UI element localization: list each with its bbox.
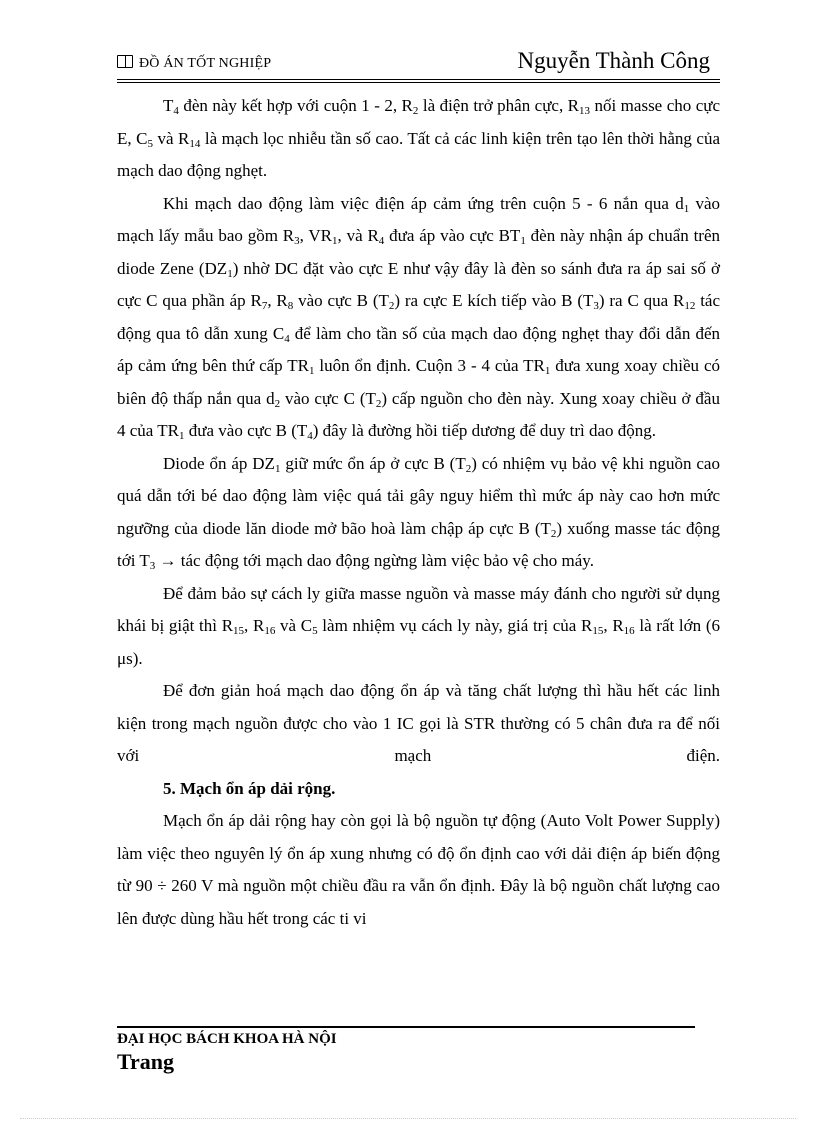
paragraph-2: Khi mạch dao động làm việc điện áp cảm ứng trên cuộn 5 - 6 nắn qua $d_1$ vào mạch lấy mẫu bao gồm $R_3$, $VR_1$, và $R_4$ đưa áp vào cực $BT_1$ đèn này nhận áp chuẩn trên diode Zene $(DZ_1)$ nhờ DC đặt vào cực E như vậy đây là đèn so sánh đưa ra áp sai số ở cực C qua phần áp $R_7$, $R_8$ vào cực B $(T_2)$ ra cực E kích tiếp vào B $(T_3)$ ra C qua $R_{12}$ tác động qua tô dẫn xung $C_4$ để làm cho tần số của mạch dao động nghẹt thay đổi dẫn đến áp cảm ứng bên thứ cấp $TR_1$ luôn ổn định. Cuộn 3 - 4 của $TR_1$ đưa xung xoay chiều có biên độ thấp nắn qua $d_2$ vào cực C $(T_2)$ cấp nguồn cho đèn này. Xung xoay chiều ở đầu 4 của $TR_1$ đưa vào cực B $(T_4)$ đây là đường hồi tiếp dương để duy trì dao động. xyxy=(117,193,721,442)
document-body xyxy=(117,90,720,935)
subscript: 16 xyxy=(264,625,276,637)
header-author: Nguyễn Thành Công xyxy=(517,48,710,73)
subscript: 4 xyxy=(307,430,313,442)
subscript: 15 xyxy=(592,625,604,637)
subscript: 13 xyxy=(579,105,591,117)
subscript: 2 xyxy=(274,397,281,410)
subscript: 8 xyxy=(287,300,294,312)
subscript: 1 xyxy=(544,365,551,377)
subscript: 3 xyxy=(149,560,156,572)
subscript: 1 xyxy=(332,235,338,247)
header-left xyxy=(117,55,271,72)
subscript: 3 xyxy=(294,235,300,247)
footer-rule xyxy=(117,1026,695,1028)
subscript: 14 xyxy=(189,137,201,150)
subscript: 15 xyxy=(233,625,245,637)
paragraph-5: Để đơn giản hoá mạch dao động ổn áp và tăng chất lượng thì hầu hết các linh kiện trong mạch nguồn được cho vào 1 IC gọi là STR thường có 5 chân đưa ra để nối với mạch điện. xyxy=(117,681,720,765)
subscript: 1 xyxy=(520,235,526,247)
page-edge-dots xyxy=(20,1118,796,1119)
paragraph-6: Mạch ổn áp dải rộng hay còn gọi là bộ nguồn tự động (Auto Volt Power Supply) làm việc theo nguyên lý ổn áp xung nhưng có độ ổn định cao với dải điện áp biến động từ 90 ÷ 260 V mà nguồn một chiều đầu ra vẫn ổn định. Đây là bộ nguồn chất lượng cao lên được dùng hầu hết trong các ti vi xyxy=(117,811,720,928)
subscript: 1 xyxy=(179,430,185,442)
subscript: 2 xyxy=(388,300,395,312)
subscript: 5 xyxy=(147,137,153,150)
header-rule xyxy=(117,79,720,83)
subscript: 4 xyxy=(284,332,290,345)
subscript: 5 xyxy=(312,625,318,637)
subscript: 12 xyxy=(684,300,696,312)
subscript: 3 xyxy=(593,300,599,312)
subscript: 1 xyxy=(274,462,281,475)
subscript: 2 xyxy=(465,462,472,475)
footer-page-label: Trang xyxy=(117,1049,175,1074)
subscript: 1 xyxy=(683,202,690,215)
subscript: 1 xyxy=(308,365,315,377)
header-doc-type: ĐỒ ÁN TỐT NGHIỆP xyxy=(139,56,272,71)
paragraph-4: Để đảm bảo sự cách ly giữa masse nguồn và masse máy đánh cho người sử dụng khái bị giật thì $R_{15}$, $R_{16}$ và $C_5$ làm nhiệm vụ cách ly này, giá trị của $R_{15}$, $R_{16}$ là rất lớn (6 μs). xyxy=(117,583,720,668)
subscript: 4 xyxy=(173,105,179,117)
subscript: 2 xyxy=(550,527,557,540)
book-icon xyxy=(117,55,133,68)
paragraph-1: $T_4$ đèn này kết hợp với cuộn 1 - 2, $R_2$ là điện trở phân cực, $R_{13}$ nối masse cho cực E, $C_5$ và $R_{14}$ là mạch lọc nhiễu tần số cao. Tất cả các linh kiện trên tạo lên thời hằng của mạch dao động nghẹt. xyxy=(117,96,721,180)
subscript: 1 xyxy=(227,267,233,280)
subscript: 2 xyxy=(375,397,382,410)
page-header xyxy=(117,46,720,78)
footer-university: ĐẠI HỌC BÁCH KHOA HÀ NỘI xyxy=(117,1031,337,1047)
subscript: 4 xyxy=(378,235,385,247)
section-heading: 5. Mạch ổn áp dải rộng. xyxy=(163,778,336,798)
subscript: 7 xyxy=(261,300,268,312)
subscript: 2 xyxy=(412,105,419,117)
subscript: 16 xyxy=(623,625,635,637)
paragraph-3: Diode ổn áp $DZ_1$ giữ mức ổn áp ở cực B $(T_2)$ có nhiệm vụ bảo vệ khi nguồn cao quá dẫn tới bé dao động làm việc quá tải gây nguy hiểm thì mức áp này cao hơn mức ngưỡng của diode lăn diode mở bão hoà làm chập áp cực B $(T_2)$ xuống masse tác động tới $T_3$ → tác động tới mạch dao động ngừng làm việc bảo vệ cho máy. xyxy=(117,453,720,572)
